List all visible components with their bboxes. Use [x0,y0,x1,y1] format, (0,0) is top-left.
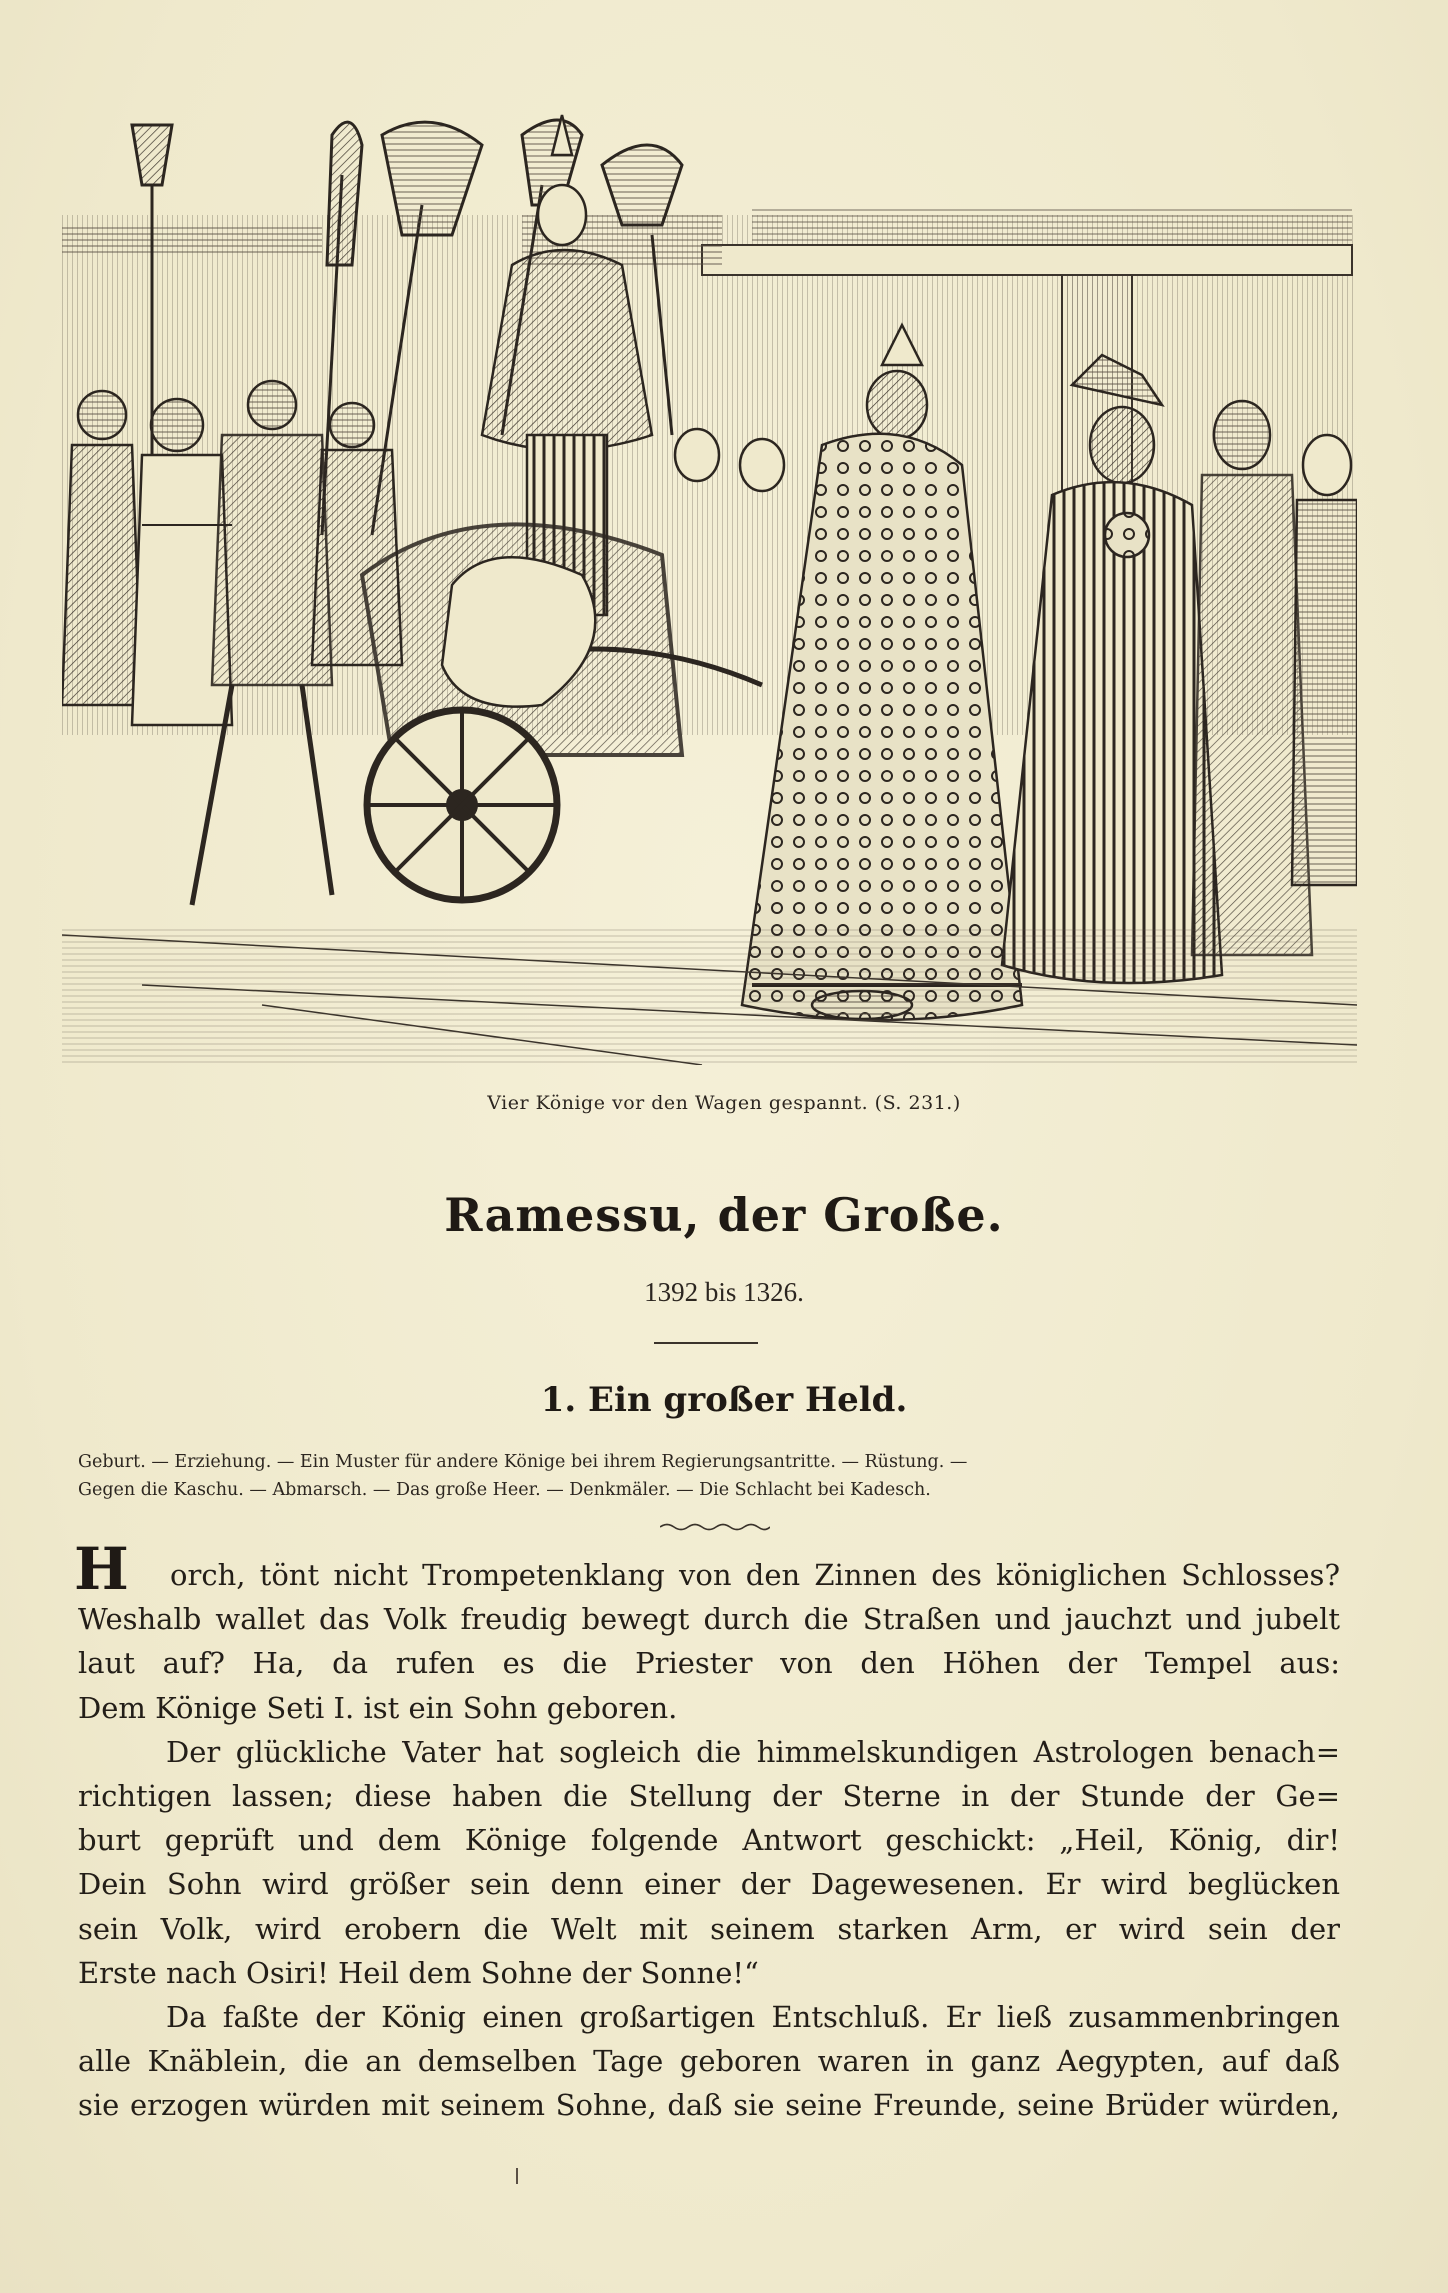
text-line: Dein Sohn wird größer sein denn einer der Dagewesenen. Er wird beglücken [78,1867,1340,1902]
text-line: sein Volk, wird erobern die Welt mit seinem starken Arm, er wird sein der [78,1911,1340,1946]
left-attendants [62,381,402,905]
summary-line: Geburt. — Erziehung. — Ein Muster für andere Könige bei ihrem Regierungsantritte. — Rüstung. — [78,1452,968,1472]
text-line: orch, tönt nicht Trompetenklang von den Zinnen des königlichen Schlosses? [170,1558,1340,1592]
divider-rule [654,1342,758,1344]
text-line: burt geprüft und dem Könige folgende Antwort geschickt: „Heil, König, dir! [78,1823,1340,1858]
drop-cap: H [74,1535,129,1603]
section-summary [78,1448,1348,1504]
text-line: Dem Könige Seti I. ist ein Sohn geboren. [78,1690,678,1725]
text-line: laut auf? Ha, da rufen es die Priester von den Höhen der Tempel aus: [78,1646,1340,1681]
text-line: alle Knäblein, die an demselben Tage geboren waren in ganz Aegypten, auf daß [78,2044,1340,2079]
ground [62,925,1357,1065]
summary-line: Gegen die Kaschu. — Abmarsch. — Das große Heer. — Denkmäler. — Die Schlacht bei Kadesch. [78,1480,931,1500]
page-footer-mark [516,2168,518,2184]
ornamental-squiggle [660,1522,770,1532]
text-line: Erste nach Osiri! Heil dem Sohne der Sonne!“ [78,1955,759,1990]
chapter-title: Ramessu, der Große. [444,1188,1004,1242]
text-line: Da faßte der König einen großartigen Entschluß. Er ließ zusammenbringen [166,2000,1340,2035]
engraving-illustration [62,105,1357,1065]
illustration-caption: Vier Könige vor den Wagen gespannt. (S. 231.) [487,1092,961,1114]
body-text [78,1553,1340,2128]
text-line: Der glückliche Vater hat sogleich die himmelskundigen Astrologen benach= [166,1734,1340,1769]
section-heading: 1. Ein großer Held. [540,1380,908,1420]
text-line: richtigen lassen; diese haben die Stellung der Sterne in der Stunde der Ge= [78,1779,1340,1814]
text-line: sie erzogen würden mit seinem Sohne, daß sie seine Freunde, seine Brüder würden, [78,2088,1340,2123]
text-line: Weshalb wallet das Volk freudig bewegt durch die Straßen und jauchzt und jubelt [78,1602,1340,1637]
chapter-dates: 1392 bis 1326. [644,1277,804,1307]
